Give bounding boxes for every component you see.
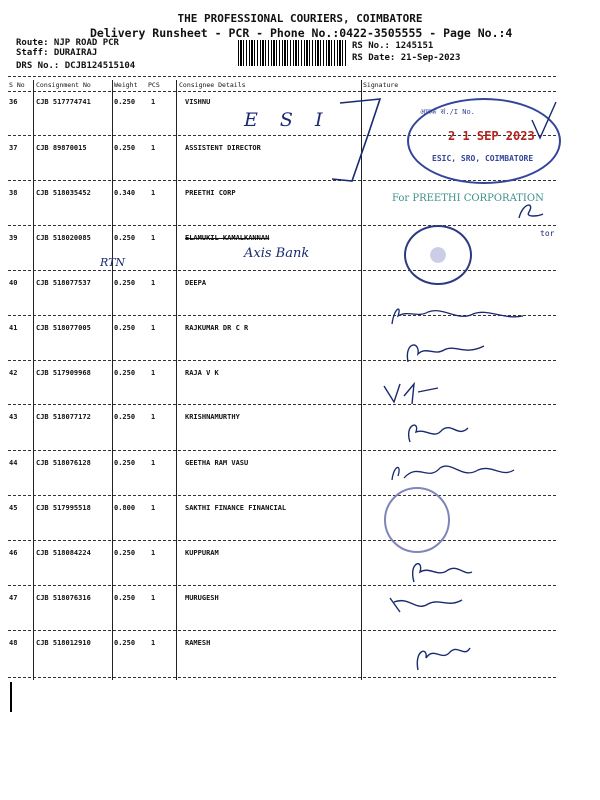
page-edge-mark — [10, 682, 12, 712]
axis-bank-handwriting: Axis Bank — [244, 246, 310, 261]
row-consignment-no: CJB 518084224 — [36, 549, 91, 557]
signature-row-47 — [386, 590, 466, 616]
row-weight: 0.250 — [114, 369, 136, 377]
row-consignment-no: CJB 89870015 — [36, 144, 87, 152]
row-pcs: 1 — [151, 324, 156, 332]
barcode — [238, 40, 346, 66]
row-sno: 39 — [9, 234, 18, 242]
row-sno: 43 — [9, 413, 18, 421]
row-weight: 0.250 — [114, 144, 136, 152]
runsheet-title: Delivery Runsheet - PCR - Phone No.:0422-3505555 - Page No.:4 — [90, 26, 513, 40]
row-consignment-no: CJB 517995518 — [36, 504, 91, 512]
col-signature: Signature — [363, 81, 399, 89]
col-consignee: Consignee Details — [179, 81, 246, 89]
row-divider — [8, 225, 556, 226]
row-consignee: MURUGESH — [185, 594, 219, 602]
row-sno: 45 — [9, 504, 18, 512]
row-sno: 40 — [9, 279, 18, 287]
company-title: THE PROFESSIONAL COURIERS, COIMBATORE — [177, 12, 423, 25]
row-sno: 38 — [9, 189, 18, 197]
row-pcs: 1 — [151, 369, 156, 377]
row-sno: 47 — [9, 594, 18, 602]
row-divider — [8, 540, 556, 541]
row-pcs: 1 — [151, 639, 156, 647]
row-pcs: 1 — [151, 189, 156, 197]
row-pcs: 1 — [151, 459, 156, 467]
row-sno: 41 — [9, 324, 18, 332]
row-weight: 0.250 — [114, 98, 136, 106]
row-sno: 36 — [9, 98, 18, 106]
row-divider — [8, 270, 556, 271]
row-consignee: SAKTHI FINANCE FINANCIAL — [185, 504, 287, 512]
row-divider — [8, 495, 556, 496]
row-consignment-no: CJB 517774741 — [36, 98, 91, 106]
tor-text: tor — [540, 229, 555, 238]
signature-row-48 — [412, 640, 472, 674]
signature-row-46 — [404, 554, 474, 586]
col-divider — [112, 80, 113, 680]
row-consignee: KRISHNAMURTHY — [185, 413, 240, 421]
signature-row-43 — [382, 378, 442, 408]
signature-row-42 — [400, 336, 490, 366]
row-consignment-no: CJB 517909968 — [36, 369, 91, 377]
rs-date: RS Date: 21-Sep-2023 — [352, 53, 461, 63]
row-consignee: ASSISTENT DIRECTOR — [185, 144, 261, 152]
route-label: Route: NJP ROAD PCR — [16, 38, 119, 48]
row-consignment-no: CJB 518076128 — [36, 459, 91, 467]
row-sno: 46 — [9, 549, 18, 557]
col-sno: S No — [9, 81, 25, 89]
row-consignee: VISHNU — [185, 98, 211, 106]
row-pcs: 1 — [151, 234, 156, 242]
row-weight: 0.250 — [114, 413, 136, 421]
col-pcs: PCS — [148, 81, 160, 89]
row-weight: 0.250 — [114, 234, 136, 242]
row-pcs: 1 — [151, 594, 156, 602]
esic-stamp-date: 2 1 SEP 2023 — [448, 129, 535, 143]
row-pcs: 1 — [151, 549, 156, 557]
esic-stamp-label: ESIC, SRO, COIMBATORE — [432, 154, 534, 163]
row-pcs: 1 — [151, 144, 156, 152]
rs-number: RS No.: 1245151 — [352, 41, 434, 51]
row-consignment-no: CJB 518012910 — [36, 639, 91, 647]
row-consignee: KUPPURAM — [185, 549, 219, 557]
row-consignee: RAJKUMAR DR C R — [185, 324, 249, 332]
col-consignment: Consignment No — [36, 81, 91, 89]
esic-stamp-tick — [530, 100, 558, 145]
row-consignee: RAJA V K — [185, 369, 219, 377]
axis-bank-seal — [404, 225, 472, 285]
row-pcs: 1 — [151, 504, 156, 512]
preethi-signature — [515, 200, 545, 222]
row-consignee: ELAMUKIL KAMALKANNAN — [185, 234, 270, 242]
col-divider — [176, 80, 177, 680]
row-divider — [8, 450, 556, 451]
signature-row-45a — [388, 458, 518, 488]
row-divider — [8, 404, 556, 405]
row-weight: 0.250 — [114, 459, 136, 467]
esic-stamp-ino: आवक सं./I No. — [420, 108, 475, 116]
col-weight: Weight — [114, 81, 138, 89]
staff-label: Staff: DURAIRAJ — [16, 48, 98, 58]
row-consignee: GEETHA RAM VASU — [185, 459, 249, 467]
row-consignment-no: CJB 518077005 — [36, 324, 91, 332]
row-consignment-no: CJB 518076316 — [36, 594, 91, 602]
signature-row-44 — [402, 416, 472, 448]
row-pcs: 1 — [151, 413, 156, 421]
row-weight: 0.250 — [114, 279, 136, 287]
col-divider — [33, 80, 34, 680]
row-consignee: PREETHI CORP — [185, 189, 236, 197]
header-bottom-rule — [8, 91, 556, 92]
row-consignment-no: CJB 518035452 — [36, 189, 91, 197]
rtn-handwriting: RTN — [100, 256, 126, 269]
row-divider — [8, 630, 556, 631]
row-pcs: 1 — [151, 98, 156, 106]
row-consignee: DEEPA — [185, 279, 207, 287]
row-sno: 42 — [9, 369, 18, 377]
row-sno: 48 — [9, 639, 18, 647]
esi-handwriting: E S I — [244, 109, 331, 131]
row-weight: 0.800 — [114, 504, 136, 512]
row-weight: 0.340 — [114, 189, 136, 197]
row-weight: 0.250 — [114, 639, 136, 647]
row-pcs: 1 — [151, 279, 156, 287]
drs-number: DRS No.: DCJB124515104 — [16, 61, 136, 71]
row-weight: 0.250 — [114, 549, 136, 557]
signature-stroke — [330, 95, 390, 190]
row-consignee: RAMESH — [185, 639, 211, 647]
header-top-rule — [8, 76, 556, 77]
row-weight: 0.250 — [114, 594, 136, 602]
signature-row-41 — [388, 300, 528, 330]
row-sno: 37 — [9, 144, 18, 152]
row-consignment-no: CJB 518077537 — [36, 279, 91, 287]
row-consignment-no: CJB 518020085 — [36, 234, 91, 242]
row-consignment-no: CJB 518077172 — [36, 413, 91, 421]
row-weight: 0.250 — [114, 324, 136, 332]
row-divider — [8, 677, 556, 678]
for-preethi-stamp: For PREETHI CORPORATION — [392, 193, 544, 204]
row-sno: 44 — [9, 459, 18, 467]
sakthi-finance-seal — [384, 487, 450, 553]
